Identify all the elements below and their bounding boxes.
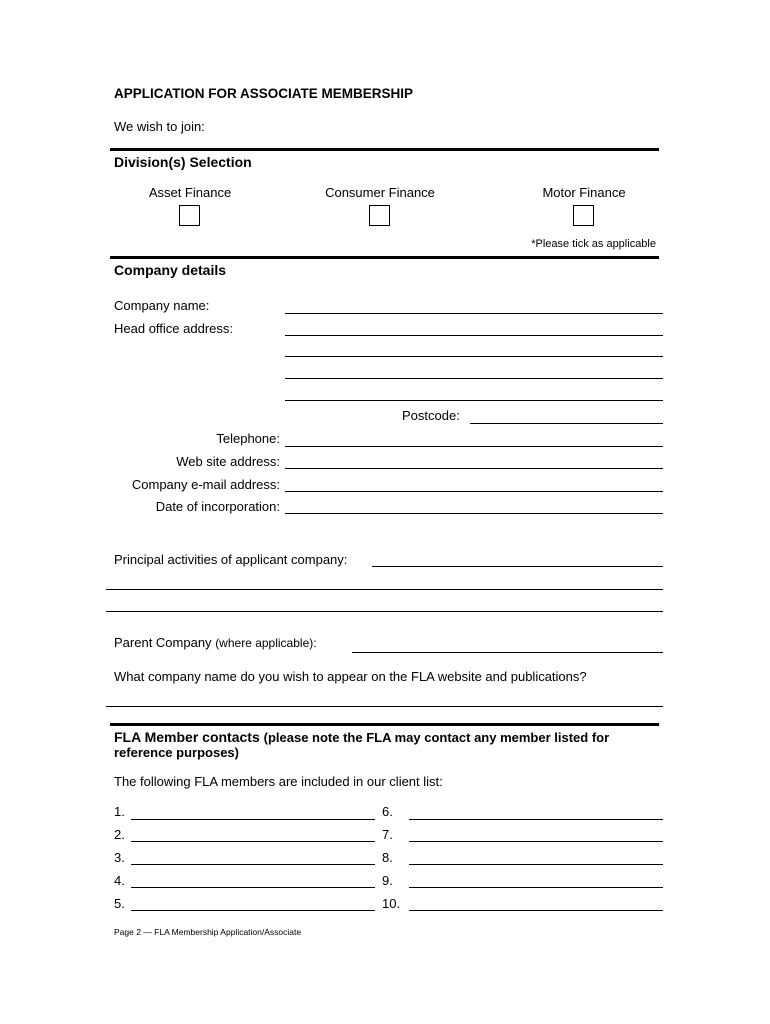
telephone-field[interactable]	[285, 446, 663, 447]
division-label-consumer: Consumer Finance	[325, 185, 435, 200]
parent-company-label-text: Parent Company	[114, 635, 212, 650]
intro-text: We wish to join:	[114, 119, 205, 134]
motor-finance-checkbox[interactable]	[573, 205, 594, 226]
contact-field-9[interactable]	[409, 887, 663, 888]
contacts-heading-note-2: reference purposes)	[114, 745, 239, 760]
activities-field-line-2[interactable]	[106, 589, 663, 590]
address-field-line-4[interactable]	[285, 400, 663, 401]
contact-number: 9.	[382, 873, 393, 888]
contacts-heading-note: (please note the FLA may contact any member listed for	[263, 730, 610, 745]
company-name-field[interactable]	[285, 313, 663, 314]
contact-field-4[interactable]	[131, 887, 375, 888]
section-rule	[110, 723, 659, 726]
website-name-question: What company name do you wish to appear on the FLA website and publications?	[114, 669, 587, 684]
address-field-line-2[interactable]	[285, 356, 663, 357]
postcode-field[interactable]	[470, 423, 663, 424]
website-name-field[interactable]	[106, 706, 663, 707]
division-label-motor: Motor Finance	[542, 185, 626, 200]
division-label-asset: Asset Finance	[148, 185, 232, 200]
telephone-label: Telephone:	[216, 431, 280, 446]
page-footer: Page 2 — FLA Membership Application/Associate	[114, 927, 302, 937]
incorporation-field[interactable]	[285, 513, 663, 514]
email-label: Company e-mail address:	[131, 477, 280, 492]
activities-field-line-3[interactable]	[106, 611, 663, 612]
asset-finance-checkbox[interactable]	[179, 205, 200, 226]
consumer-finance-checkbox[interactable]	[369, 205, 390, 226]
activities-label: Principal activities of applicant company:	[114, 552, 348, 567]
contact-number: 10.	[382, 896, 401, 911]
address-field-line-1[interactable]	[285, 335, 663, 336]
contact-field-1[interactable]	[131, 819, 375, 820]
page-title: APPLICATION FOR ASSOCIATE MEMBERSHIP	[114, 86, 414, 101]
parent-company-field[interactable]	[352, 652, 663, 653]
contact-number: 7.	[382, 827, 393, 842]
incorporation-label: Date of incorporation:	[155, 499, 280, 514]
contact-field-5[interactable]	[131, 910, 375, 911]
parent-company-label	[114, 635, 317, 651]
activities-field-line-1[interactable]	[372, 566, 663, 567]
section-rule	[110, 148, 659, 151]
contact-number: 6.	[382, 804, 393, 819]
contacts-heading	[114, 729, 609, 746]
contact-field-3[interactable]	[131, 864, 375, 865]
company-name-label: Company name:	[114, 298, 210, 313]
contact-number: 4.	[114, 873, 125, 888]
section-rule	[110, 256, 659, 259]
address-field-line-3[interactable]	[285, 378, 663, 379]
contact-number: 8.	[382, 850, 393, 865]
contact-field-10[interactable]	[409, 910, 663, 911]
divisions-heading: Division(s) Selection	[114, 154, 252, 170]
website-field[interactable]	[285, 468, 663, 469]
contact-number: 2.	[114, 827, 125, 842]
company-heading: Company details	[114, 262, 227, 278]
contact-field-7[interactable]	[409, 841, 663, 842]
email-field[interactable]	[285, 491, 663, 492]
contact-number: 3.	[114, 850, 125, 865]
address-label: Head office address:	[114, 321, 233, 336]
contact-number: 1.	[114, 804, 125, 819]
website-label: Web site address:	[176, 454, 280, 469]
postcode-label: Postcode:	[402, 408, 460, 423]
contact-number: 5.	[114, 896, 125, 911]
tick-note: *Please tick as applicable	[531, 238, 656, 250]
contacts-intro: The following FLA members are included in our client list:	[114, 774, 443, 789]
contacts-heading-bold: FLA Member contacts	[114, 729, 260, 745]
contact-field-8[interactable]	[409, 864, 663, 865]
parent-company-note: (where applicable):	[215, 636, 317, 650]
contact-field-2[interactable]	[131, 841, 375, 842]
contact-field-6[interactable]	[409, 819, 663, 820]
